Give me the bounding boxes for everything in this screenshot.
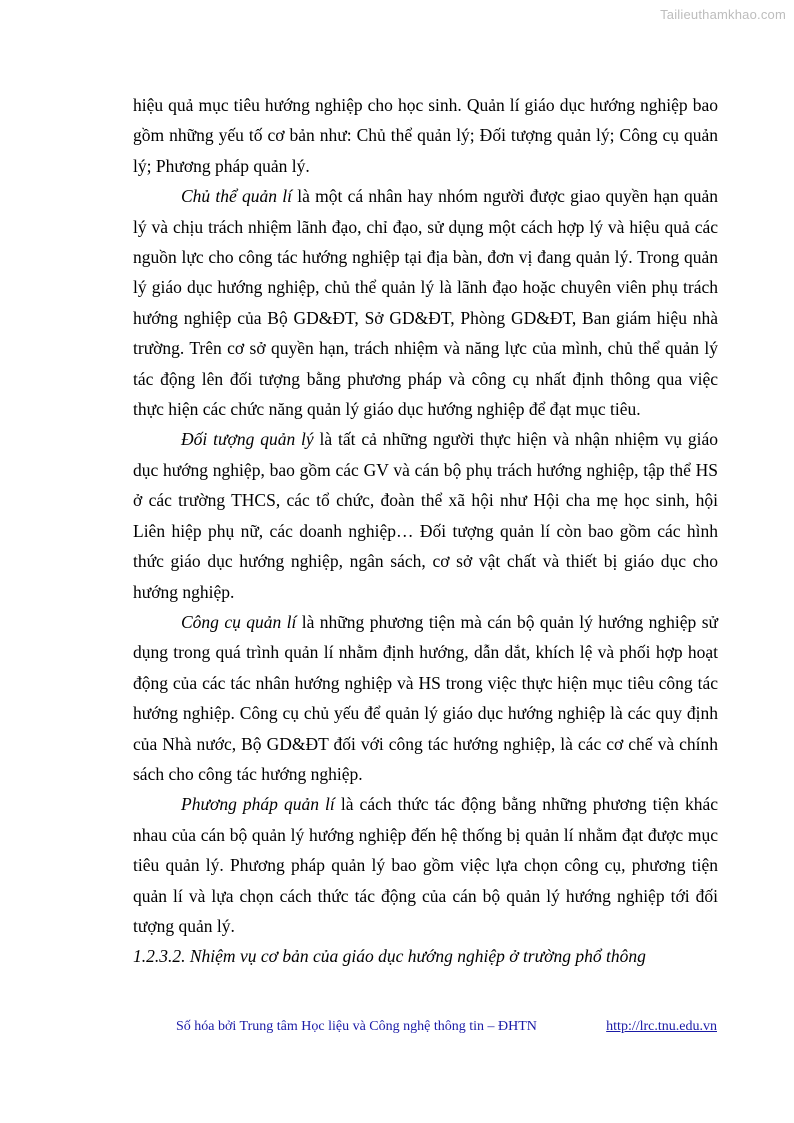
paragraph-text: là cách thức tác động bằng những phương tiện khác nhau của cán bộ quản lý hướng nghiệp đến hệ thống bị quản lí nhằm đạt được mục tiêu quản lý. Phương pháp quản lý bao gồm việc lựa chọn công cụ, phương tiện quản lí và lựa chọn cách thức tác động của cán bộ quản lý hướng nghiệp tới đối tượng quản lý. — [133, 794, 718, 936]
term-doi-tuong: Đối tượng quản lý — [181, 429, 314, 450]
paragraph-chu-the — [133, 181, 718, 424]
paragraph-intro — [133, 90, 718, 181]
paragraph-text: là tất cả những người thực hiện và nhận nhiệm vụ giáo dục hướng nghiệp, bao gồm các GV và cán bộ phụ trách hướng nghiệp, tập thể HS ở các trường THCS, các tổ chức, đoàn thể xã hội như Hội cha mẹ học sinh, hội Liên hiệp phụ nữ, các doanh nghiệp… Đối tượng quản lí còn bao gồm các hình thức giáo dục hướng nghiệp, ngân sách, cơ sở vật chất và thiết bị giáo dục cho hướng nghiệp. — [133, 429, 718, 602]
paragraph-cong-cu — [133, 607, 718, 789]
watermark: Tailieuthamkhao.com — [660, 7, 786, 22]
paragraph-phuong-phap — [133, 789, 718, 941]
footer-credit: Số hóa bởi Trung tâm Học liệu và Công nghệ thông tin – ĐHTN — [176, 1019, 537, 1034]
term-chu-the: Chủ thể quản lí — [181, 186, 293, 207]
paragraph-doi-tuong — [133, 424, 718, 606]
paragraph-text: là một cá nhân hay nhóm người được giao quyền hạn quản lý và chịu trách nhiệm lãnh đạo, chỉ đạo, sử dụng một cách hợp lý và hiệu quả các nguồn lực cho công tác hướng nghiệp tại địa bàn, đơn vị đang quản lý. Trong quản lý giáo dục hướng nghiệp, chủ thể quản lý là lãnh đạo hoặc chuyên viên phụ trách hướng nghiệp của Bộ GD&ĐT, Sở GD&ĐT, Phòng GD&ĐT, Ban giám hiệu nhà trường. Trên cơ sở quyền hạn, trách nhiệm và năng lực của mình, chủ thể quản lý tác động lên đối tượng bằng phương pháp và công cụ nhất định thông qua việc thực hiện các chức năng quản lý giáo dục hướng nghiệp để đạt mục tiêu. — [133, 186, 719, 420]
footer-link[interactable]: http://lrc.tnu.edu.vn — [606, 1019, 717, 1034]
paragraph-text: là những phương tiện mà cán bộ quản lý hướng nghiệp sử dụng trong quá trình quản lí nhằm định hướng, dẫn dắt, khích lệ và phối hợp hoạt động của các tác nhân hướng nghiệp và HS trong việc thực hiện mục tiêu công tác hướng nghiệp. Công cụ chủ yếu để quản lý giáo dục hướng nghiệp là các quy định của Nhà nước, Bộ GD&ĐT đối với công tác hướng nghiệp, là các cơ chế và chính sách cho công tác hướng nghiệp. — [133, 611, 718, 784]
section-heading: 1.2.3.2. Nhiệm vụ cơ bản của giáo dục hướng nghiệp ở trường phổ thông — [133, 946, 646, 967]
paragraph-text: hiệu quả mục tiêu hướng nghiệp cho học sinh. Quản lí giáo dục hướng nghiệp bao gồm những yếu tố cơ bản như: Chủ thể quản lý; Đối tượng quản lý; Công cụ quản lý; Phương pháp quản lý. — [133, 95, 718, 176]
term-phuong-phap: Phương pháp quản lí — [181, 794, 335, 815]
document-body — [133, 90, 718, 972]
term-cong-cu: Công cụ quản lí — [181, 611, 297, 632]
page-footer — [176, 1019, 717, 1035]
